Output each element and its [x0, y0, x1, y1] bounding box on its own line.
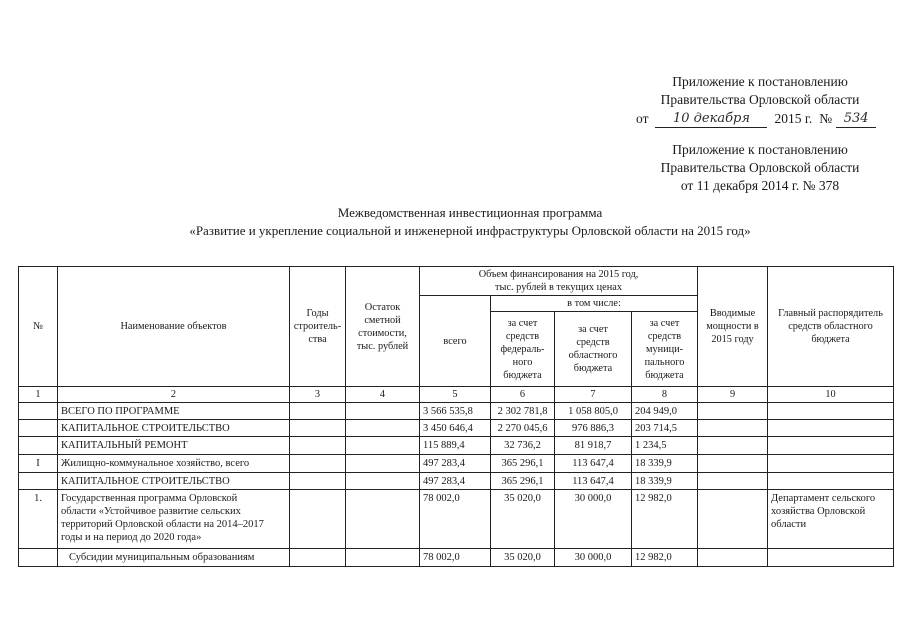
cell-regional: 30 000,0 [555, 549, 632, 567]
cell-years [290, 455, 346, 473]
cell-remaining [346, 473, 420, 490]
table-row [19, 490, 894, 549]
date-prefix: от [636, 111, 649, 126]
cell-years [290, 420, 346, 437]
cell-federal: 35 020,0 [491, 490, 555, 549]
cell-federal: 35 020,0 [491, 549, 555, 567]
cell-num [19, 403, 58, 420]
cell-municipal: 18 339,9 [632, 473, 698, 490]
cell-manager: Департамент сельского хозяйства Орловской области [768, 490, 894, 549]
table-row [19, 473, 894, 490]
column-number: 3 [290, 387, 346, 403]
cell-total: 497 283,4 [420, 455, 491, 473]
cell-manager [768, 403, 894, 420]
cell-remaining [346, 403, 420, 420]
cell-years [290, 549, 346, 567]
table-row [19, 549, 894, 567]
cell-remaining [346, 455, 420, 473]
cell-name: КАПИТАЛЬНОЕ СТРОИТЕЛЬСТВО [58, 420, 290, 437]
cell-total: 497 283,4 [420, 473, 491, 490]
cell-manager [768, 473, 894, 490]
cell-capacity [698, 549, 768, 567]
header-num: № [19, 267, 58, 387]
cell-years [290, 437, 346, 455]
cell-regional: 113 647,4 [555, 473, 632, 490]
appendix-2015-date-line [636, 110, 876, 128]
column-number: 4 [346, 387, 420, 403]
cell-num [19, 437, 58, 455]
column-numbers-row [19, 387, 894, 403]
cell-capacity [698, 403, 768, 420]
cell-num [19, 473, 58, 490]
cell-name: ВСЕГО ПО ПРОГРАММЕ [58, 403, 290, 420]
header-years: Годы строитель- ства [290, 267, 346, 387]
cell-municipal: 204 949,0 [632, 403, 698, 420]
column-number: 2 [58, 387, 290, 403]
table-row [19, 455, 894, 473]
cell-years [290, 403, 346, 420]
cell-total: 78 002,0 [420, 490, 491, 549]
appendix-2014-header [630, 141, 890, 195]
cell-capacity [698, 473, 768, 490]
cell-name: КАПИТАЛЬНОЕ СТРОИТЕЛЬСТВО [58, 473, 290, 490]
cell-municipal: 18 339,9 [632, 455, 698, 473]
appendix-2014-line3: от 11 декабря 2014 г. № 378 [680, 178, 840, 193]
cell-name: КАПИТАЛЬНЫЙ РЕМОНТ [58, 437, 290, 455]
cell-municipal: 12 982,0 [632, 549, 698, 567]
cell-capacity [698, 490, 768, 549]
column-number: 6 [491, 387, 555, 403]
header-funding: Объем финансирования на 2015 год, тыс. рублей в текущих ценах [420, 267, 698, 296]
cell-capacity [698, 437, 768, 455]
cell-remaining [346, 437, 420, 455]
cell-total: 3 450 646,4 [420, 420, 491, 437]
column-number: 5 [420, 387, 491, 403]
appendix-2015-line1: Приложение к постановлению [672, 74, 848, 89]
table-row [19, 437, 894, 455]
cell-capacity [698, 455, 768, 473]
appendix-2014-line2: Правительства Орловской области [660, 160, 860, 175]
table-body [19, 403, 894, 567]
program-table [18, 266, 894, 567]
cell-total: 78 002,0 [420, 549, 491, 567]
cell-manager [768, 549, 894, 567]
column-number: 1 [19, 387, 58, 403]
column-number: 9 [698, 387, 768, 403]
cell-num [19, 549, 58, 567]
cell-municipal: 203 714,5 [632, 420, 698, 437]
cell-manager [768, 437, 894, 455]
cell-municipal: 12 982,0 [632, 490, 698, 549]
header-name: Наименование объектов [58, 267, 290, 387]
header-including: в том числе: [491, 296, 698, 312]
title-line2: «Развитие и укрепление социальной и инженерной инфраструктуры Орловской области на 2015 год» [189, 223, 751, 238]
cell-manager [768, 420, 894, 437]
cell-federal: 365 296,1 [491, 455, 555, 473]
column-number: 10 [768, 387, 894, 403]
title-line1: Межведомственная инвестиционная программа [337, 205, 603, 220]
cell-years [290, 473, 346, 490]
cell-municipal: 1 234,5 [632, 437, 698, 455]
header-manager: Главный распорядитель средств областного бюджета [768, 267, 894, 387]
appendix-2015-line2: Правительства Орловской области [660, 92, 860, 107]
cell-federal: 2 302 781,8 [491, 403, 555, 420]
cell-name: Государственная программа Орловской области «Устойчивое развитие сельских территорий Орловской области на 2014–2017 годы и на период до 2020 года» [58, 490, 290, 549]
cell-num: I [19, 455, 58, 473]
header-capacity: Вводимые мощности в 2015 году [698, 267, 768, 387]
cell-years [290, 490, 346, 549]
handwritten-number: 534 [836, 111, 876, 128]
header-total: всего [420, 296, 491, 387]
cell-federal: 365 296,1 [491, 473, 555, 490]
cell-federal: 32 736,2 [491, 437, 555, 455]
cell-remaining [346, 490, 420, 549]
cell-regional: 976 886,3 [555, 420, 632, 437]
cell-name: Субсидии муниципальным образованиям [58, 549, 290, 567]
cell-regional: 81 918,7 [555, 437, 632, 455]
cell-total: 3 566 535,8 [420, 403, 491, 420]
cell-regional: 30 000,0 [555, 490, 632, 549]
column-number: 8 [632, 387, 698, 403]
cell-remaining [346, 549, 420, 567]
document-title [100, 204, 840, 240]
cell-num [19, 420, 58, 437]
header-municipal: за счет средств муници- пального бюджета [632, 312, 698, 387]
header-federal: за счет средств федераль- ного бюджета [491, 312, 555, 387]
cell-total: 115 889,4 [420, 437, 491, 455]
cell-manager [768, 455, 894, 473]
handwritten-date: 10 декабря [655, 111, 767, 128]
header-remaining: Остаток сметной стоимости, тыс. рублей [346, 267, 420, 387]
cell-federal: 2 270 045,6 [491, 420, 555, 437]
appendix-2015-header [630, 73, 890, 109]
column-number: 7 [555, 387, 632, 403]
cell-capacity [698, 420, 768, 437]
appendix-2014-line1: Приложение к постановлению [672, 142, 848, 157]
cell-remaining [346, 420, 420, 437]
cell-regional: 1 058 805,0 [555, 403, 632, 420]
year-text: 2015 г. [774, 111, 813, 126]
table-row [19, 403, 894, 420]
table-row [19, 420, 894, 437]
cell-name: Жилищно-коммунальное хозяйство, всего [58, 455, 290, 473]
cell-regional: 113 647,4 [555, 455, 632, 473]
header-regional: за счет средств областного бюджета [555, 312, 632, 387]
cell-num: 1. [19, 490, 58, 549]
number-sign: № [819, 111, 833, 126]
